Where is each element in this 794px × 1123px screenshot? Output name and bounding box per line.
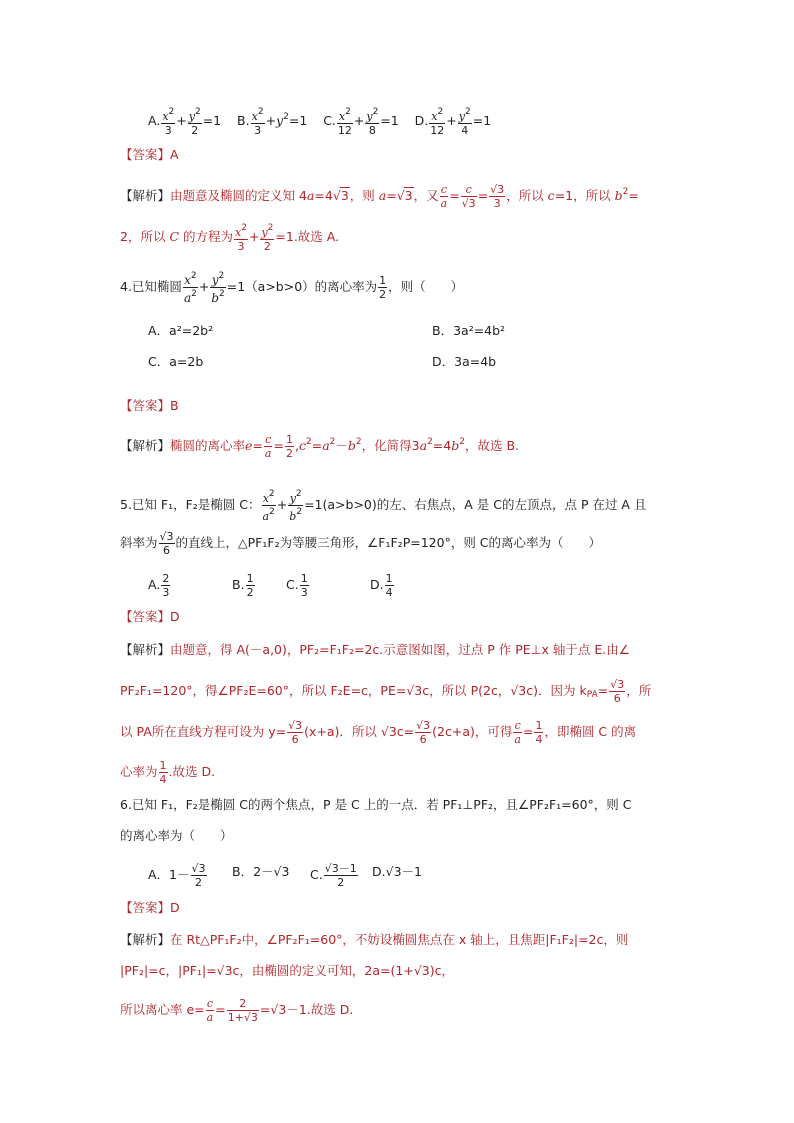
q6-analysis-line2: |PF₂|=c，|PF₁|=√3c，由椭圆的定义可知，2a=(1+√3)c， xyxy=(120,963,454,978)
q6-answer: 【答案】D xyxy=(120,900,180,915)
q5-option-b: B. $\frac{1}{2}$ xyxy=(232,572,254,599)
q3-analysis-line2: 2，所以 C 的方程为 $\frac{x^2}{3}$ + $\frac{y^2}{2}$ =1.故选 A. xyxy=(120,223,340,253)
q4-analysis: 【解析】椭圆的离心率e= $\frac{c}{a}$ = $\frac{1}{2}$ $,c^2=a^2-b^2$，化简得$3a^2=4b^2$，故选 B. xyxy=(120,433,520,460)
q4-option-c: C．a=2b xyxy=(148,354,204,369)
q4-stem: 4.已知椭圆 $\frac{x^2}{a^2}$ + $\frac{y^2}{b^2}$ =1（a>b>0）的离心率为 $\frac{1}{2}$ ，则（ ） xyxy=(120,271,464,305)
q5-analysis-line1: 【解析】由题意，得 A(－a,0)，PF₂=F₁F₂=2c.示意图如图，过点 P 作 PE⊥x 轴于点 E.由∠ xyxy=(120,642,630,657)
q4-answer: 【答案】B xyxy=(120,398,179,413)
q3-option-b: B. $\frac{x^2}{3}$ $+y^2=1$ xyxy=(237,107,308,137)
q6-analysis-line3: 所以离心率 e= $\frac{c}{a}$ = $\frac{2}{1+√3}$ =√3－1.故选 D. xyxy=(120,997,354,1024)
q6-option-a: A．1－ $\frac{√3}{2}$ xyxy=(148,862,206,889)
q6-option-b: B．2－√3 xyxy=(232,864,290,879)
q5-option-d: D. $\frac{1}{4}$ xyxy=(370,572,393,599)
q5-analysis-line4: 心率为 $\frac{1}{4}$ .故选 D. xyxy=(120,759,216,786)
q5-option-a: A. $\frac{2}{3}$ xyxy=(148,572,170,599)
q5-stem-line1: 5.已知 F₁，F₂是椭圆 C： $\frac{x^2}{a^2}$ + $\frac{y^2}{b^2}$ =1(a>b>0)的左、右焦点，A 是 C的左顶点，点 P 在过 A 且 xyxy=(120,489,647,523)
q3-option-d: D. $\frac{x^2}{12}$ + $\frac{y^2}{4}$ =1 xyxy=(414,107,492,137)
q6-stem-line2: 的离心率为（ ） xyxy=(120,828,233,843)
q6-option-c: C. $\frac{√3-1}{2}$ xyxy=(310,862,357,889)
q5-option-c: C. $\frac{1}{3}$ xyxy=(286,572,308,599)
q6-analysis-line1: 【解析】在 Rt△PF₁F₂中，∠PF₂F₁=60°，不妨设椭圆焦点在 x 轴上，且焦距|F₁F₂|=2c，则 xyxy=(120,932,629,947)
q3-analysis-line1: 【解析】由题意及椭圆的定义知 4a=4√3，则 a=√3，又 $\frac{c}{a}$ = $\frac{c}{√3}$ = $\frac{√3}{3}$ ，所以 c=1，所以 $b^2=$ xyxy=(120,183,639,210)
q6-option-d: D.√3－1 xyxy=(372,864,422,879)
q5-analysis-line3: 以 PA所在直线方程可设为 y= $\frac{√3}{6}$ (x+a)．所以 √3c= $\frac{√3}{6}$ (2c+a)，可得 $\frac{c}{a}$ = $\frac{1}{4}$ ，即椭圆 C 的离 xyxy=(120,719,637,746)
q4-option-b: B．3a²=4b² xyxy=(432,323,506,338)
q4-option-a: A．a²=2b² xyxy=(148,323,214,338)
q3-option-a: A. $\frac{x^2}{3}$ + $\frac{y^2}{2}$ =1 xyxy=(148,107,222,137)
q3-option-c: C. $\frac{x^2}{12}$ + $\frac{y^2}{8}$ =1 xyxy=(323,107,399,137)
q4-option-d: D．3a=4b xyxy=(432,354,497,369)
q3-answer: 【答案】A xyxy=(120,147,179,162)
q5-stem-line2: 斜率为 $\frac{√3}{6}$ 的直线上，△PF₁F₂为等腰三角形，∠F₁F₂P=120°，则 C的离心率为（ ） xyxy=(120,530,602,557)
q3-options xyxy=(148,106,491,137)
q5-answer: 【答案】D xyxy=(120,609,180,624)
q6-stem-line1: 6.已知 F₁，F₂是椭圆 C的两个焦点，P 是 C 上的一点．若 PF₁⊥PF₂，且∠PF₂F₁=60°，则 C xyxy=(120,797,632,812)
q5-analysis-line2: PF₂F₁=120°，得∠PF₂E=60°，所以 F₂E=c，PE=√3c，所以 P(2c，√3c)．因为 $k_{PA}=$ $\frac{√3}{6}$ ，所 xyxy=(120,678,652,705)
